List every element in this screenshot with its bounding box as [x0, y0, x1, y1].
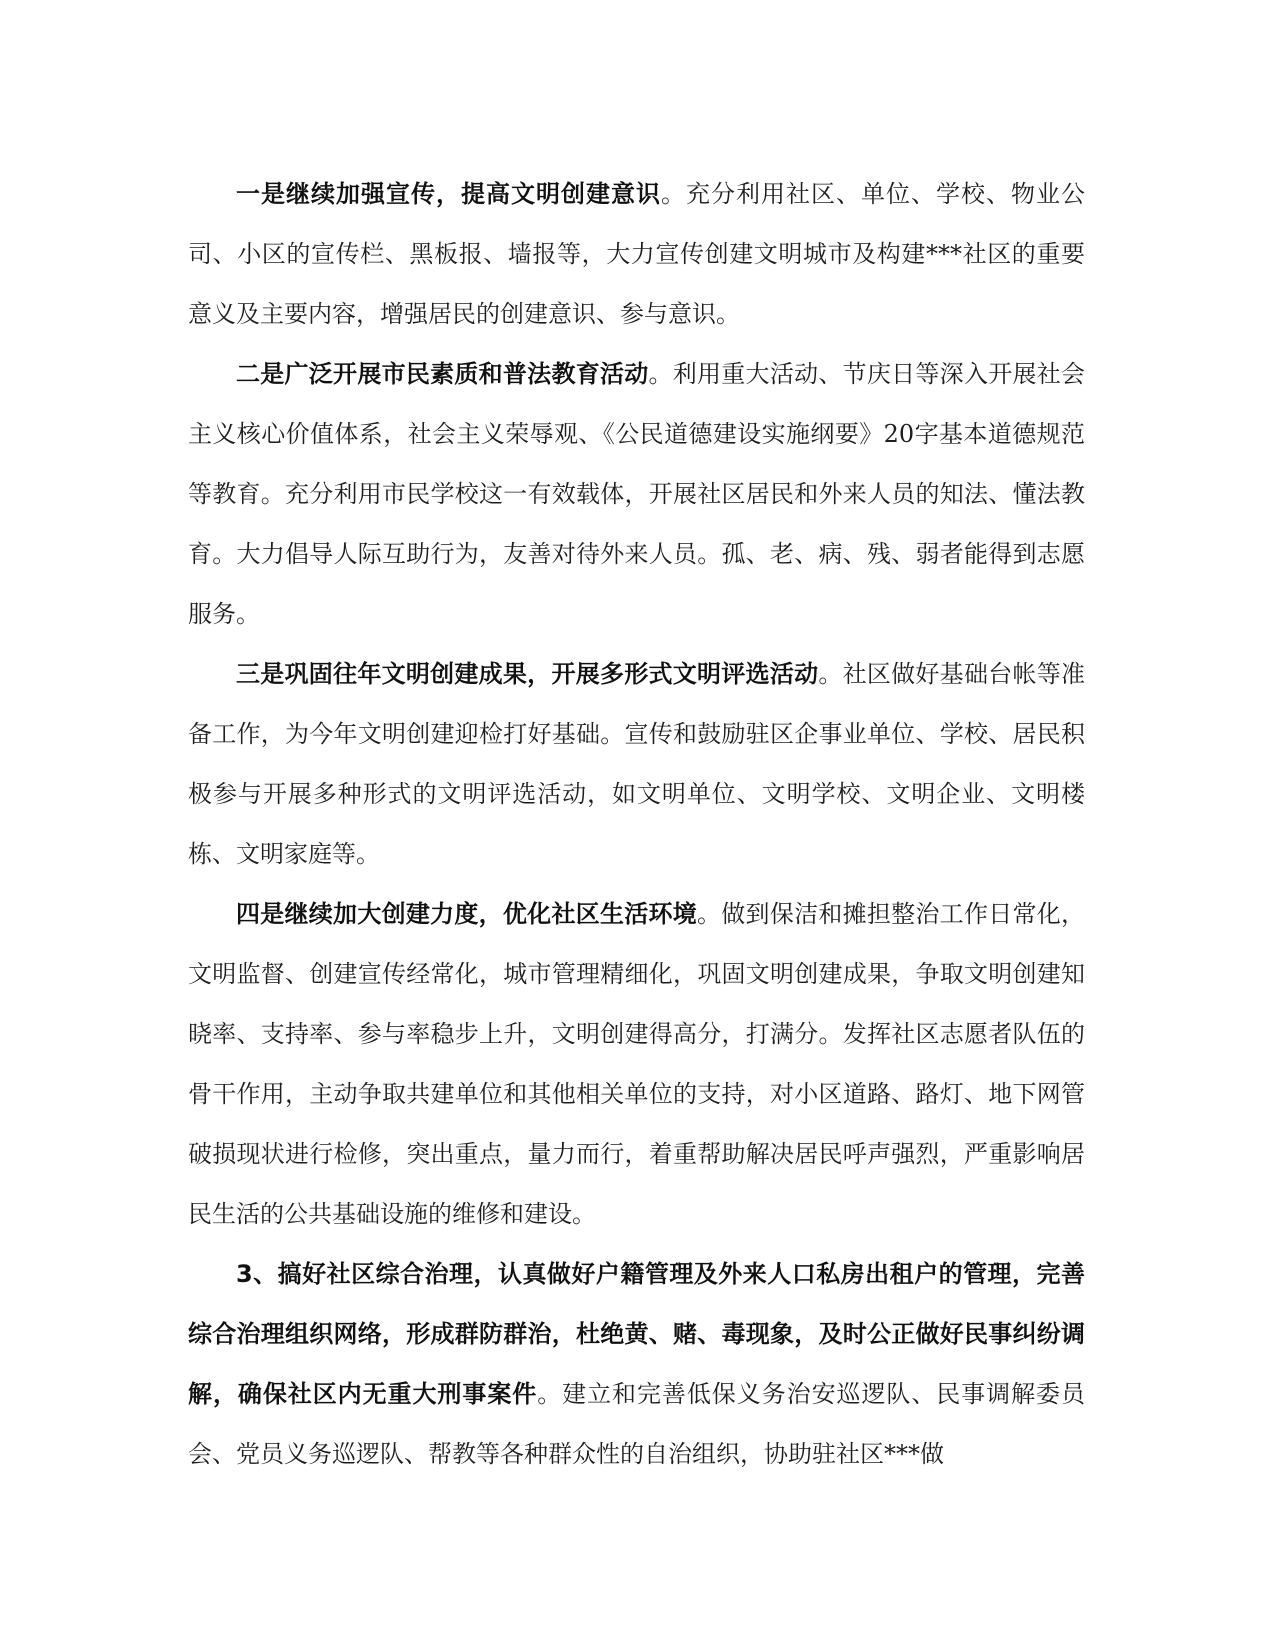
paragraph-5 [188, 1244, 1085, 1484]
document-body [188, 164, 1085, 1484]
paragraph-1-body: 。充分利用社区、单位、学校、物业公司、小区的宣传栏、黑板报、墙报等，大力宣传创建文明城市及构建***社区的重要意义及主要内容，增强居民的创建意识、参与意识。 [188, 180, 1085, 328]
paragraph-3-body: 。社区做好基础台帐等准备工作，为今年文明创建迎检打好基础。宣传和鼓励驻区企事业单位、学校、居民积极参与开展多种形式的文明评选活动，如文明单位、文明学校、文明企业、文明楼栋、文明家庭等。 [188, 660, 1086, 868]
paragraph-5-lead: 3、搞好社区综合治理，认真做好户籍管理及外来人口私房出租户的管理，完善综合治理组织网络，形成群防群治，杜绝黄、赌、毒现象，及时公正做好民事纠纷调解，确保社区内无重大刑事案件 [188, 1260, 1085, 1408]
paragraph-2 [188, 344, 1085, 644]
paragraph-5-body: 。建立和完善低保义务治安巡逻队、民事调解委员会、党员义务巡逻队、帮教等各种群众性的自治组织，协助驻社区***做 [188, 1380, 1086, 1468]
paragraph-4-body: 。做到保洁和摊担整治工作日常化，文明监督、创建宣传经常化，城市管理精细化，巩固文明创建成果，争取文明创建知晓率、支持率、参与率稳步上升，文明创建得高分，打满分。发挥社区志愿者队伍的骨干作用，主动争取共建单位和其他相关单位的支持，对小区道路、路灯、地下网管破损现状进行检修，突出重点，量力而行，着重帮助解决居民呼声强烈，严重影响居民生活的公共基础设施的维修和建设。 [188, 900, 1086, 1228]
paragraph-1 [188, 164, 1085, 344]
paragraph-1-lead: 一是继续加强宣传，提高文明创建意识 [236, 180, 661, 208]
paragraph-4 [188, 884, 1085, 1244]
paragraph-2-body: 。利用重大活动、节庆日等深入开展社会主义核心价值体系，社会主义荣辱观、《公民道德建设实施纲要》20字基本道德规范等教育。充分利用市民学校这一有效载体，开展社区居民和外来人员的知法、懂法教育。大力倡导人际互助行为，友善对待外来人员。孤、老、病、残、弱者能得到志愿服务。 [188, 360, 1085, 628]
paragraph-2-lead: 二是广泛开展市民素质和普法教育活动 [236, 360, 649, 388]
paragraph-3-lead: 三是巩固往年文明创建成果，开展多形式文明评选活动 [236, 660, 819, 688]
paragraph-3 [188, 644, 1085, 884]
paragraph-4-lead: 四是继续加大创建力度，优化社区生活环境 [236, 900, 698, 928]
